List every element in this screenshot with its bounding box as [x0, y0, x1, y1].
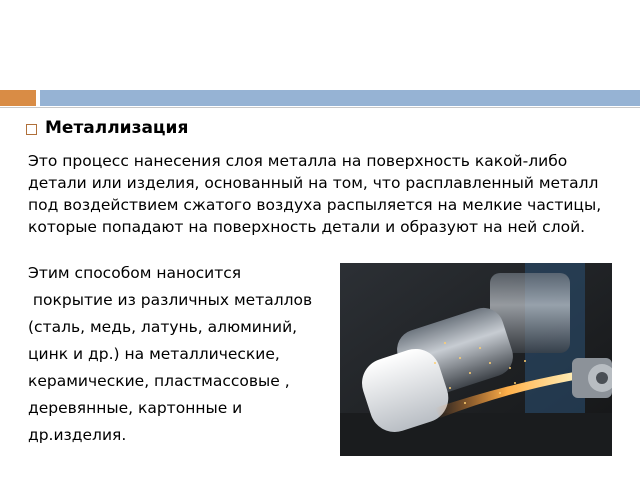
header-divider — [0, 107, 640, 108]
header-accent-blue — [40, 90, 640, 106]
metal-spraying-illustration — [340, 263, 612, 456]
text-line: др.изделия. — [28, 426, 127, 444]
text-line: деревянные, картонные и — [28, 399, 243, 417]
text-line: Этим способом наносится — [28, 264, 242, 282]
description-paragraph: Это процесс нанесения слоя металла на поверхность какой-либо детали или изделия, основанный на том, что расплавленный металл под воздействием сжатого воздуха распыляется на мелкие частицы, которые попадают на поверхность детали и образуют на ней слой. — [28, 152, 602, 236]
text-line: покрытие из различных металлов — [28, 291, 313, 309]
heading-row — [26, 118, 188, 138]
metallization-photo — [340, 263, 612, 456]
header-accent-orange — [0, 90, 36, 106]
text-line: (сталь, медь, латунь, алюминий, — [28, 318, 298, 336]
text-line: керамические, пластмассовые , — [28, 372, 290, 390]
slide-heading: Металлизация — [45, 118, 189, 138]
square-bullet-icon — [26, 124, 37, 135]
text-line: цинк и др.) на металлические, — [28, 345, 280, 363]
